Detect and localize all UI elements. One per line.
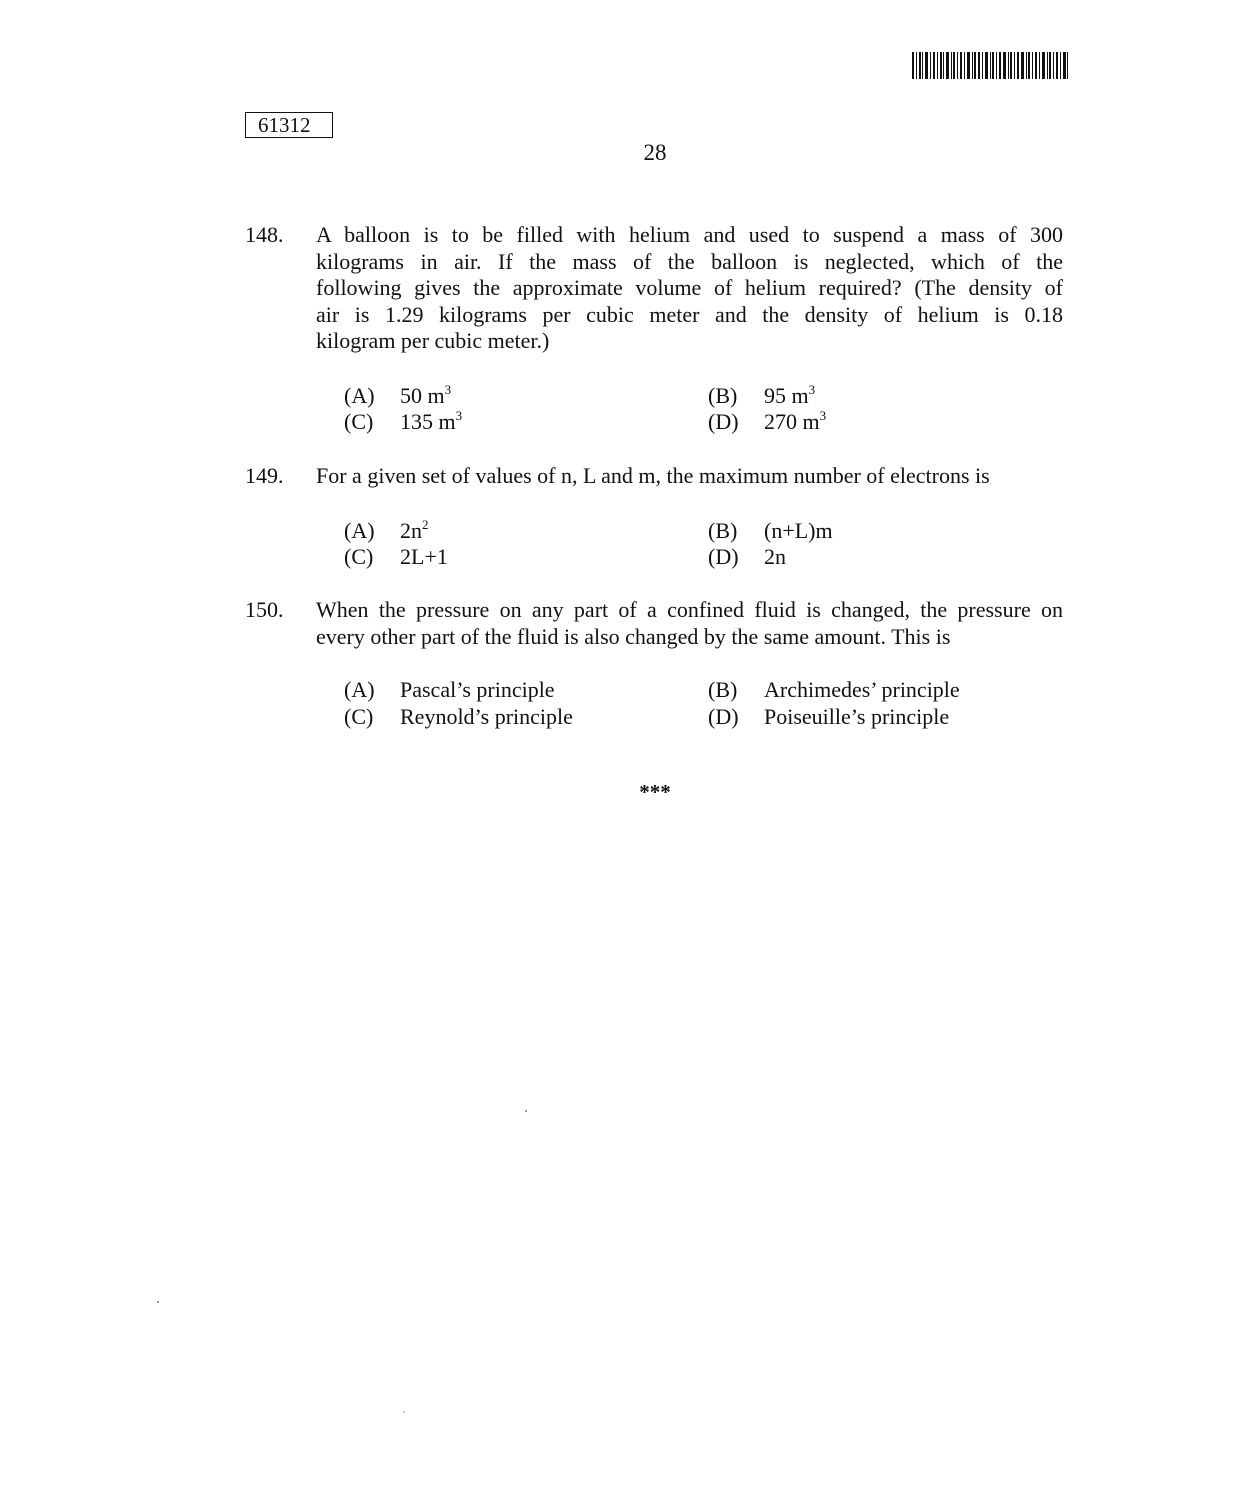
option-b: (B) (n+L)m bbox=[708, 518, 833, 543]
question-text-line: following gives the approximate volume of helium required? (The density of bbox=[316, 275, 1063, 300]
option-d: (D) 2n bbox=[708, 544, 786, 569]
option-c: (C) 135 $m^3$ bbox=[344, 408, 463, 434]
question-text-line: For a given set of values of n, L and m, the maximum number of electrons is bbox=[316, 463, 990, 488]
question-number: 150. bbox=[245, 597, 284, 622]
question-text-line: kilograms in air. If the mass of the balloon is neglected, which of the bbox=[316, 248, 1063, 274]
option-d: (D) Poiseuille’s principle bbox=[708, 704, 950, 729]
option-c: (C) 2L+1 bbox=[344, 544, 448, 569]
option-a: (A) Pascal’s principle bbox=[344, 677, 555, 702]
page-number: 28 bbox=[643, 140, 667, 165]
scan-speck bbox=[525, 1110, 527, 1112]
question-number: 148. bbox=[245, 222, 284, 247]
paper-code-box: 61312 bbox=[245, 112, 333, 138]
scan-speck bbox=[157, 1301, 159, 1303]
question-text-line: When the pressure on any part of a confined fluid is changed, the pressure on bbox=[316, 597, 1063, 622]
question-text-line: A balloon is to be filled with helium and used to suspend a mass of 300 bbox=[316, 222, 1063, 247]
option-d: (D) 270 $m^3$ bbox=[708, 408, 827, 434]
scan-speck bbox=[403, 1411, 405, 1413]
question-text bbox=[316, 597, 1063, 650]
end-of-paper-mark: *** bbox=[639, 780, 671, 804]
option-c: (C) Reynold’s principle bbox=[344, 704, 573, 729]
option-a: (A) 50 $m^3$ bbox=[344, 382, 452, 408]
option-b: (B) 95 $m^3$ bbox=[708, 382, 816, 408]
question-text bbox=[316, 463, 1063, 490]
barcode bbox=[912, 52, 1068, 79]
question-text bbox=[316, 222, 1063, 355]
question-text-line: air is 1.29 kilograms per cubic meter and the density of helium is 0.18 bbox=[316, 301, 1063, 327]
option-a: (A) $2n^2$ bbox=[344, 517, 429, 543]
option-b: (B) Archimedes’ principle bbox=[708, 677, 960, 702]
question-text-line: every other part of the fluid is also changed by the same amount. This is bbox=[316, 623, 951, 649]
question-number: 149. bbox=[245, 463, 284, 488]
question-text-line: kilogram per cubic meter.) bbox=[316, 328, 550, 353]
